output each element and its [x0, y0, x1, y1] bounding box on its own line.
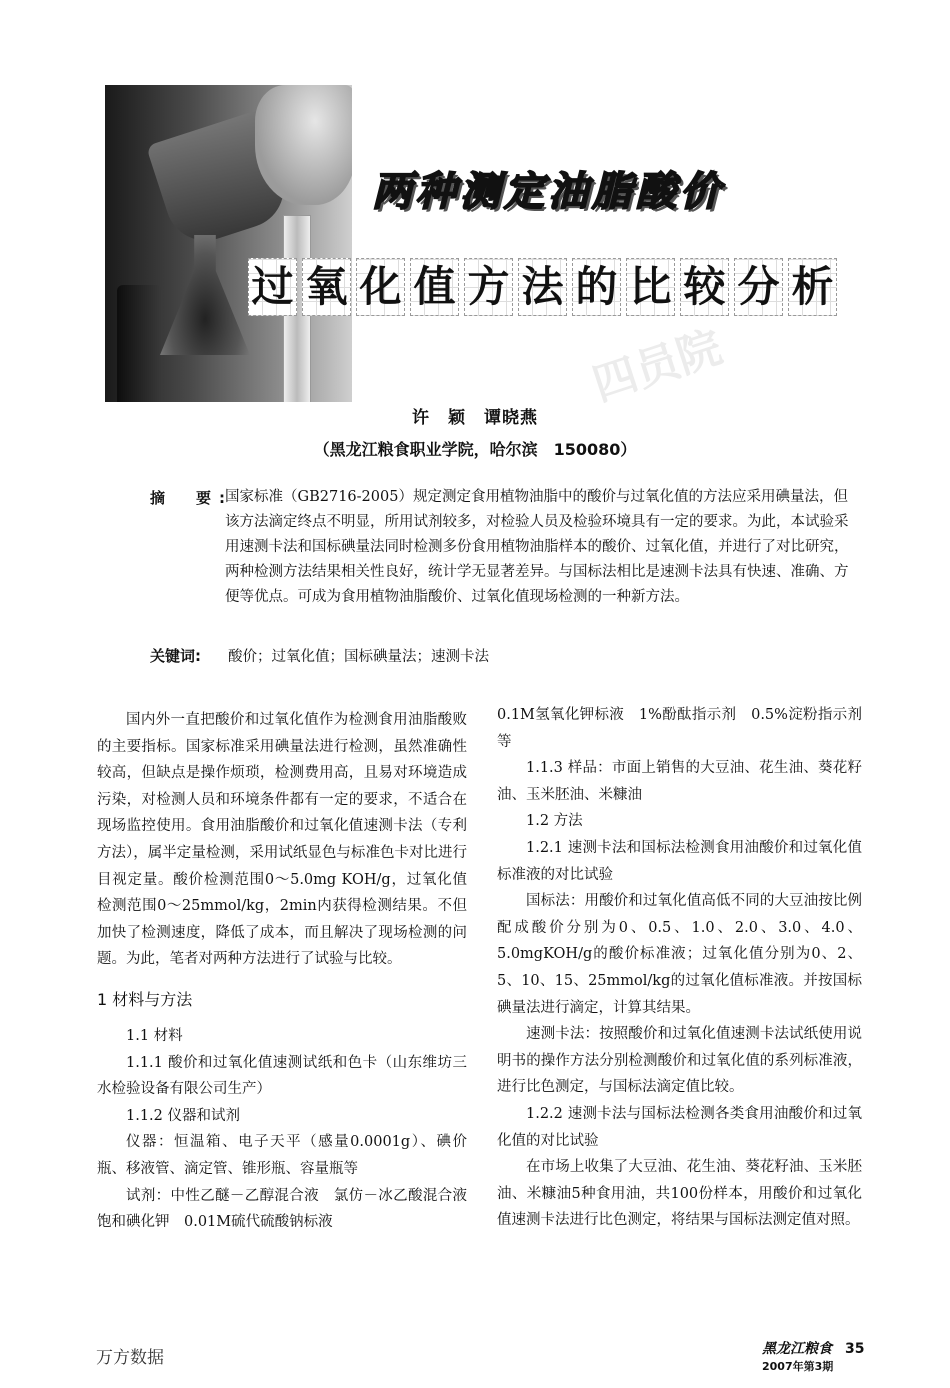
market-paragraph: 在市场上收集了大豆油、花生油、葵花籽油、玉米胚油、米糠油5种食用油，共100份样本，用酸价和过氧化值速测卡法进行比色测定，将结果与国标法测定值对照。	[497, 1159, 862, 1229]
flask-shape	[160, 235, 250, 355]
header-photo-lab-glassware	[105, 85, 352, 402]
subsection-1-2-2: 1.2.2 速测卡法与国标法检测各类食用油酸价和过氧化值的对比试验	[497, 1105, 862, 1149]
affiliation: （黑龙江粮食职业学院，哈尔滨 150080）	[313, 440, 637, 459]
title-char-3: 值	[410, 258, 459, 316]
reagents-paragraph: 试剂：中性乙醚－乙醇混合液 氯仿－冰乙酸混合液 饱和碘化钾 0.01M硫代硫酸钠标液	[97, 1187, 482, 1231]
guobiao-paragraph: 国标法：用酸价和过氧化值高低不同的大豆油按比例配成酸价分别为0、0.5、1.0、2.0、3.0、4.0、5.0mgKOH/g的酸价标准液；过氧化值分别为0、2、5、10、15、25mmol/kg的过氧化值标准液。并按国标碘量法进行滴定，计算其结果。	[497, 893, 862, 1016]
title-char-8: 较	[680, 258, 729, 316]
title-line-1: 两种测定油脂酸价	[372, 169, 724, 215]
footer-issue: 2007年第3期	[762, 1360, 834, 1373]
bottle-shape	[117, 285, 162, 402]
keywords-text: 酸价；过氧化值；国标碘量法；速测卡法	[228, 649, 489, 665]
authors: 许 颖 谭晓燕	[412, 408, 538, 428]
left-column	[97, 707, 482, 1236]
reagents-continued: 0.1M氢氧化钾标液 1%酚酞指示剂 0.5%淀粉指示剂等	[497, 707, 862, 750]
title-char-7: 比	[626, 258, 675, 316]
intro-paragraph: 国内外一直把酸价和过氧化值作为检测食用油脂酸败的主要指标。国家标准采用碘量法进行检测，虽然准确性较高，但缺点是操作烦琐，检测费用高，且易对环境造成污染，对检测人员和环境条件都有一定的要求，不适合在现场监控使用。食用油脂酸价和过氧化值速测卡法（专利方法），属半定量检测，采用试纸显色与标准色卡对比进行目视定量。酸价检测范围0～5.0mg KOH/g，过氧化值检测范围0～25mmol/kg，2min内获得检测结果。不但加快了检测速度，降低了成本，而且解决了现场检测的问题。为此，笔者对两种方法进行了试验与比较。	[97, 712, 467, 968]
section-heading-1: 1 材料与方法	[97, 989, 193, 1009]
title-char-10: 析	[788, 258, 837, 316]
page-number: 35	[845, 1341, 865, 1357]
subsection-1-1-1: 1.1.1 酸价和过氧化值速测试纸和色卡（山东维坊三水检验设备有限公司生产）	[97, 1054, 467, 1098]
right-column	[497, 702, 862, 1234]
subsection-1-1-3: 1.1.3 样品：市面上销售的大豆油、花生油、葵花籽油、玉米胚油、米糠油	[497, 760, 862, 803]
abstract-label: 摘 要:	[150, 489, 233, 507]
footer-magazine: 黑龙江粮食	[762, 1341, 832, 1357]
footer-source: 万方数据	[96, 1348, 164, 1368]
subsection-1-2: 1.2 方法	[526, 813, 583, 830]
title-line-2	[248, 258, 837, 316]
title-char-9: 分	[734, 258, 783, 316]
subsection-1-1: 1.1 材料	[126, 1027, 183, 1044]
hand-shape	[255, 85, 352, 205]
abstract-text: 国家标准（GB2716-2005）规定测定食用植物油脂中的酸价与过氧化值的方法应采用碘量法，但该方法滴定终点不明显，所用试剂较多，对检验人员及检验环境具有一定的要求。为此，本试验采用速测卡法和国标碘量法同时检测多份食用植物油脂样本的酸价、过氧化值，并进行了对比研究，两种检测方法结果相关性良好，统计学无显著差异。与国标法相比是速测卡法具有快速、准确、方便等优点。可成为食用植物油脂酸价、过氧化值现场检测的一种新方法。	[225, 489, 849, 605]
subsection-1-1-2: 1.1.2 仪器和试剂	[126, 1107, 241, 1124]
sucekafa-paragraph: 速测卡法：按照酸价和过氧化值速测卡法试纸使用说明书的操作方法分别检测酸价和过氧化值的系列标准液，进行比色测定，与国标法滴定值比较。	[497, 1026, 862, 1096]
subsection-1-2-1: 1.2.1 速测卡法和国标法检测食用油酸价和过氧化值标准液的对比试验	[497, 839, 862, 883]
watermark: 四员院	[586, 321, 729, 411]
title-char-0: 过	[248, 258, 297, 316]
title-char-6: 的	[572, 258, 621, 316]
title-char-4: 方	[464, 258, 513, 316]
title-char-1: 氧	[302, 258, 351, 316]
keywords-label: 关键词:	[150, 647, 201, 665]
title-char-5: 法	[518, 258, 567, 316]
title-char-2: 化	[356, 258, 405, 316]
instruments-paragraph: 仪器：恒温箱、电子天平（感量0.0001g）、碘价瓶、移液管、滴定管、锥形瓶、容量瓶等	[97, 1134, 467, 1177]
